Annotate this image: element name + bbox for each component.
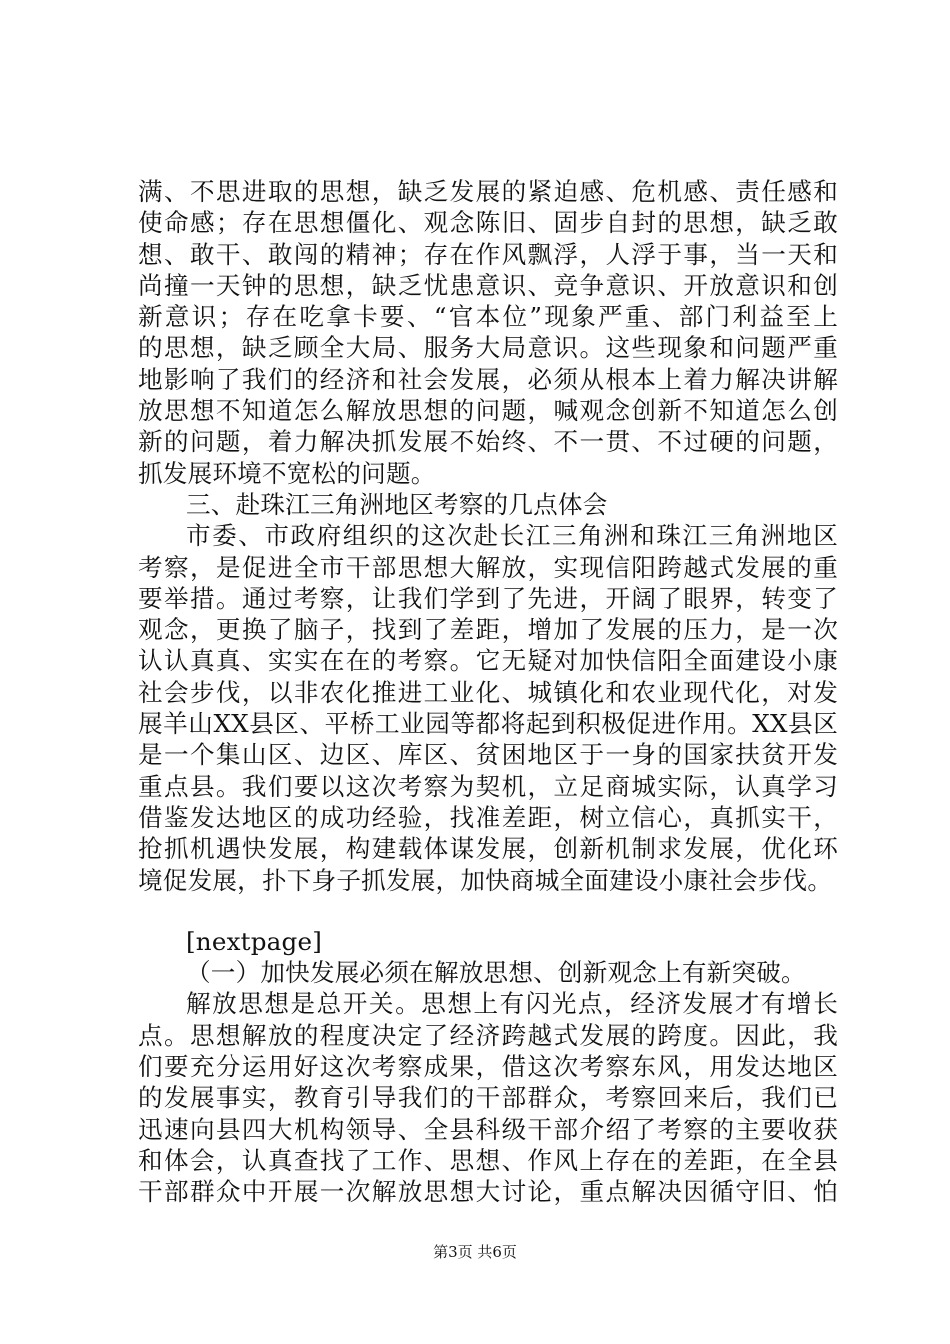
text-line: 干部群众中开展一次解放思想大讨论，重点解决因循守旧、怕 (138, 1177, 838, 1207)
text-line: 满、不思进取的思想，缺乏发展的紧迫感、危机感、责任感和 (138, 177, 838, 206)
text-line: 新的问题，着力解决抓发展不始终、不一贯、不过硬的问题， (138, 427, 838, 457)
text-line: 境促发展，扑下身子抓发展，加快商城全面建设小康社会步伐。 (138, 865, 833, 895)
text-line: 们要充分运用好这次考察成果，借这次考察东风，用发达地区 (138, 1052, 838, 1082)
text-line: 放思想不知道怎么解放思想的问题，喊观念创新不知道怎么创 (138, 396, 838, 426)
document-body (138, 176, 838, 1208)
text-line: 的思想，缺乏顾全大局、服务大局意识。这些现象和问题严重 (138, 333, 838, 363)
text-line: 点。思想解放的程度决定了经济跨越式发展的跨度。因此，我 (138, 1020, 838, 1050)
paragraph-continued (138, 176, 838, 489)
text-line: 考察，是促进全市干部思想大解放，实现信阳跨越式发展的重 (138, 552, 838, 582)
text-line: 重点县。我们要以这次考察为契机，立足商城实际，认真学习 (138, 771, 838, 801)
text-line: 观念，更换了脑子，找到了差距，增加了发展的压力，是一次 (138, 615, 838, 645)
text-line: 解放思想是总开关。思想上有闪光点，经济发展才有增长 (186, 989, 838, 1019)
text-line: 的发展事实，教育引导我们的干部群众，考察回来后，我们已 (138, 1083, 838, 1113)
text-line: 抓发展环境不宽松的问题。 (138, 458, 436, 488)
text-line: 想、敢干、敢闯的精神；存在作风飘浮，人浮于事，当一天和 (138, 239, 838, 269)
text-line: 展羊山XX县区、平桥工业园等都将起到积极促进作用。XX县区 (138, 709, 838, 739)
page-footer: 第3页 共6页 (433, 1243, 517, 1261)
text-line: 借鉴发达地区的成功经验，找准差距，树立信心，真抓实干， (138, 802, 838, 832)
paragraph (138, 520, 838, 896)
text-line: 社会步伐，以非农化推进工业化、城镇化和农业现代化，对发 (138, 677, 838, 707)
text-line: 市委、市政府组织的这次赴长江三角洲和珠江三角洲地区 (186, 521, 838, 551)
text-line: 是一个集山区、边区、库区、贫困地区于一身的国家扶贫开发 (138, 740, 838, 770)
text-line: 抢抓机遇快发展，构建载体谋发展，创新机制求发展，优化环 (138, 834, 838, 864)
paragraph (138, 988, 838, 1207)
text-line: 地影响了我们的经济和社会发展，必须从根本上着力解决讲解 (138, 364, 838, 394)
blank-line (138, 896, 838, 926)
text-line: 迅速向县四大机构领导、全县科级干部介绍了考察的主要收获 (138, 1114, 838, 1144)
subsection-heading: （一）加快发展必须在解放思想、创新观念上有新突破。 (186, 958, 806, 988)
section-heading: 三、赴珠江三角洲地区考察的几点体会 (186, 489, 608, 519)
text-line: 新意识；存在吃拿卡要、“官本位”现象严重、部门利益至上 (138, 302, 838, 332)
text-line: 要举措。通过考察，让我们学到了先进，开阔了眼界，转变了 (138, 583, 838, 613)
text-line: 认认真真、实实在在的考察。它无疑对加快信阳全面建设小康 (138, 646, 838, 676)
nextpage-marker: [nextpage] (186, 926, 323, 956)
text-line: 尚撞一天钟的思想，缺乏忧患意识、竞争意识、开放意识和创 (138, 270, 838, 300)
text-line: 和体会，认真查找了工作、思想、作风上存在的差距，在全县 (138, 1145, 838, 1175)
text-line: 使命感；存在思想僵化、观念陈旧、固步自封的思想，缺乏敢 (138, 208, 838, 238)
